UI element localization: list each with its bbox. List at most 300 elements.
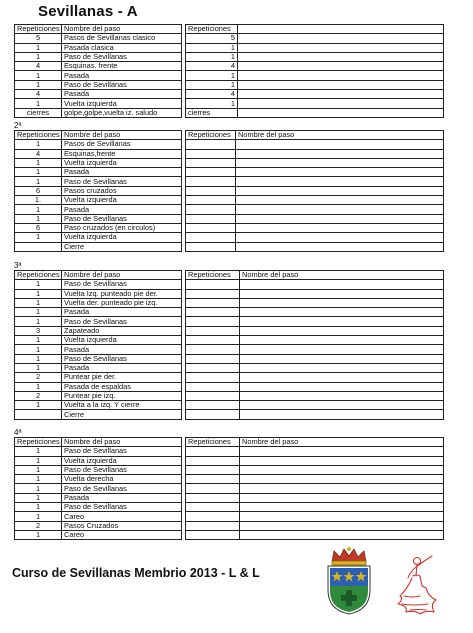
repetitions-cell bbox=[186, 177, 236, 186]
repetitions-cell bbox=[15, 242, 62, 251]
table-row bbox=[186, 298, 444, 307]
table-header-row bbox=[15, 271, 182, 280]
table-row bbox=[186, 90, 444, 99]
repetitions-cell bbox=[186, 456, 240, 465]
repetitions-cell: 1 bbox=[15, 168, 62, 177]
step-name-cell: Careo bbox=[62, 512, 182, 521]
table-row bbox=[15, 475, 182, 484]
table-row bbox=[15, 280, 182, 289]
repetitions-cell: 1 bbox=[186, 80, 238, 89]
header-repeticiones: Repeticiones bbox=[186, 438, 240, 447]
step-name-cell bbox=[240, 382, 444, 391]
step-name-cell: Paso de Sevillanas bbox=[62, 447, 182, 456]
step-name-cell: Pasada bbox=[62, 168, 182, 177]
step-name-cell bbox=[240, 391, 444, 400]
step-name-cell bbox=[236, 205, 444, 214]
table-row bbox=[15, 456, 182, 465]
step-name-cell: Pasos Cruzados bbox=[62, 521, 182, 530]
table-row bbox=[15, 493, 182, 502]
table-row bbox=[15, 447, 182, 456]
table-row bbox=[186, 326, 444, 335]
repetitions-cell bbox=[186, 363, 240, 372]
coat-of-arms-icon bbox=[322, 546, 376, 616]
repetitions-cell: 1 bbox=[15, 140, 62, 149]
step-name-cell bbox=[238, 62, 444, 71]
table-row bbox=[186, 363, 444, 372]
step-name-cell: Paso de Sevillanas bbox=[62, 52, 182, 61]
repetitions-cell: 1. bbox=[15, 196, 62, 205]
table-row bbox=[15, 326, 182, 335]
step-name-cell: Vuelta izquierda bbox=[62, 336, 182, 345]
step-name-cell: Paso de Sevillanas bbox=[62, 80, 182, 89]
header-nombre-del-paso: Nombre del paso bbox=[62, 131, 182, 140]
repetitions-cell bbox=[15, 410, 62, 419]
step-name-cell bbox=[240, 503, 444, 512]
repetitions-cell: 1 bbox=[15, 363, 62, 372]
repetitions-cell: 4 bbox=[186, 62, 238, 71]
repetitions-cell: 1 bbox=[186, 71, 238, 80]
steps-table bbox=[14, 437, 182, 540]
step-name-cell bbox=[240, 345, 444, 354]
table-row bbox=[15, 99, 182, 108]
repetitions-cell: 1 bbox=[15, 447, 62, 456]
repetitions-cell: 4 bbox=[186, 90, 238, 99]
table-row bbox=[15, 373, 182, 382]
step-name-cell bbox=[240, 512, 444, 521]
repetitions-cell: 1 bbox=[15, 289, 62, 298]
step-name-cell bbox=[236, 233, 444, 242]
table-row bbox=[186, 484, 444, 493]
table-row bbox=[186, 456, 444, 465]
step-name-cell bbox=[240, 475, 444, 484]
table-row bbox=[15, 242, 182, 251]
header-repeticiones: Repeticiones bbox=[15, 438, 62, 447]
table-row bbox=[186, 168, 444, 177]
step-name-cell bbox=[236, 196, 444, 205]
repetitions-cell bbox=[186, 345, 240, 354]
table-row bbox=[15, 336, 182, 345]
step-name-cell: Vuelta izquierda bbox=[62, 233, 182, 242]
header-repeticiones: Repeticiones bbox=[186, 271, 240, 280]
table-row bbox=[186, 503, 444, 512]
table-row bbox=[15, 345, 182, 354]
step-name-cell bbox=[238, 108, 444, 117]
step-name-cell bbox=[238, 99, 444, 108]
repetitions-cell bbox=[186, 354, 240, 363]
repetitions-cell bbox=[186, 521, 240, 530]
section-label: 4ª bbox=[14, 428, 22, 437]
repetitions-cell: 4 bbox=[15, 90, 62, 99]
step-name-cell bbox=[238, 43, 444, 52]
table-row bbox=[186, 196, 444, 205]
repetitions-cell bbox=[186, 289, 240, 298]
table-header-row bbox=[15, 438, 182, 447]
repetitions-cell: 1 bbox=[15, 214, 62, 223]
step-name-cell bbox=[240, 410, 444, 419]
notes-table bbox=[185, 130, 444, 252]
step-name-cell bbox=[240, 401, 444, 410]
repetitions-cell: 4 bbox=[15, 62, 62, 71]
repetitions-cell bbox=[186, 158, 236, 167]
step-name-cell bbox=[240, 530, 444, 539]
step-name-cell: Pasada bbox=[62, 345, 182, 354]
step-name-cell bbox=[236, 149, 444, 158]
steps-table bbox=[14, 24, 182, 118]
table-row bbox=[15, 90, 182, 99]
repetitions-cell: 1 bbox=[15, 512, 62, 521]
table-row bbox=[15, 410, 182, 419]
repetitions-cell bbox=[186, 447, 240, 456]
table-row bbox=[186, 512, 444, 521]
step-name-cell: Paso de Sevillanas bbox=[62, 465, 182, 474]
table-row bbox=[186, 373, 444, 382]
step-name-cell: Vuelta Izq. punteado pie der. bbox=[62, 289, 182, 298]
repetitions-cell bbox=[186, 223, 236, 232]
table-row bbox=[186, 280, 444, 289]
step-name-cell bbox=[238, 71, 444, 80]
table-row bbox=[186, 99, 444, 108]
table-row bbox=[186, 80, 444, 89]
step-name-cell: Esquinas,frente bbox=[62, 149, 182, 158]
table-row bbox=[186, 401, 444, 410]
step-name-cell: Vuelta izquierda bbox=[62, 99, 182, 108]
repetitions-cell: 1 bbox=[15, 382, 62, 391]
repetitions-cell: 1 bbox=[15, 205, 62, 214]
step-name-cell bbox=[238, 90, 444, 99]
repetitions-cell: 1 bbox=[15, 530, 62, 539]
repetitions-cell: 6 bbox=[15, 223, 62, 232]
table-row bbox=[186, 475, 444, 484]
table-header-row bbox=[186, 131, 444, 140]
repetitions-cell bbox=[186, 530, 240, 539]
step-name-cell bbox=[236, 140, 444, 149]
table-row bbox=[15, 512, 182, 521]
table-row bbox=[15, 177, 182, 186]
table-row bbox=[15, 196, 182, 205]
step-name-cell bbox=[240, 354, 444, 363]
repetitions-cell: 1 bbox=[15, 308, 62, 317]
table-header-row bbox=[186, 25, 444, 34]
step-name-cell bbox=[240, 308, 444, 317]
repetitions-cell: 4 bbox=[15, 149, 62, 158]
header-repeticiones: Repeticiones bbox=[15, 271, 62, 280]
step-name-cell bbox=[240, 298, 444, 307]
repetitions-cell: 1 bbox=[15, 336, 62, 345]
table-row bbox=[186, 345, 444, 354]
repetitions-cell: 1 bbox=[15, 52, 62, 61]
notes-table bbox=[185, 24, 444, 118]
table-row bbox=[15, 223, 182, 232]
table-row bbox=[15, 298, 182, 307]
table-row bbox=[15, 233, 182, 242]
step-name-cell bbox=[236, 214, 444, 223]
step-name-cell bbox=[236, 223, 444, 232]
table-row bbox=[15, 52, 182, 61]
step-name-cell bbox=[240, 363, 444, 372]
table-header-row bbox=[15, 25, 182, 34]
repetitions-cell bbox=[186, 298, 240, 307]
repetitions-cell: 1 bbox=[15, 456, 62, 465]
repetitions-cell bbox=[186, 140, 236, 149]
table-row bbox=[186, 177, 444, 186]
repetitions-cell bbox=[186, 242, 236, 251]
header-nombre-del-paso: Nombre del paso bbox=[62, 25, 182, 34]
table-row bbox=[15, 214, 182, 223]
step-name-cell: Paso cruzados (en circulos) bbox=[62, 223, 182, 232]
repetitions-cell bbox=[186, 475, 240, 484]
repetitions-cell: 1 bbox=[15, 493, 62, 502]
repetitions-cell bbox=[186, 484, 240, 493]
table-row bbox=[186, 493, 444, 502]
step-name-cell bbox=[240, 521, 444, 530]
repetitions-cell bbox=[186, 401, 240, 410]
repetitions-cell bbox=[186, 186, 236, 195]
table-row bbox=[15, 317, 182, 326]
repetitions-cell bbox=[186, 391, 240, 400]
repetitions-cell bbox=[186, 336, 240, 345]
repetitions-cell: 1 bbox=[15, 43, 62, 52]
header-nombre-del-paso: Nombre del paso bbox=[62, 271, 182, 280]
table-row bbox=[15, 43, 182, 52]
steps-table bbox=[14, 270, 182, 420]
step-name-cell bbox=[240, 456, 444, 465]
repetitions-cell bbox=[186, 326, 240, 335]
table-header-row bbox=[186, 271, 444, 280]
repetitions-cell: 1 bbox=[15, 354, 62, 363]
repetitions-cell: 1 bbox=[186, 43, 238, 52]
table-row bbox=[15, 382, 182, 391]
repetitions-cell: 1 bbox=[15, 71, 62, 80]
table-row bbox=[15, 80, 182, 89]
step-name-cell: Paso de Sevillanas bbox=[62, 503, 182, 512]
step-name-cell: Vuelta izquierda bbox=[62, 456, 182, 465]
repetitions-cell: 2 bbox=[15, 521, 62, 530]
step-name-cell: Puntear pie der. bbox=[62, 373, 182, 382]
step-name-cell: Puntear pie izq. bbox=[62, 391, 182, 400]
header-repeticiones: Repeticiones bbox=[15, 131, 62, 140]
step-name-cell: Paso de Sevillanas bbox=[62, 354, 182, 363]
repetitions-cell: 1 bbox=[15, 465, 62, 474]
table-row bbox=[186, 391, 444, 400]
table-row bbox=[186, 521, 444, 530]
step-name-cell: Pasada bbox=[62, 493, 182, 502]
table-row bbox=[15, 401, 182, 410]
step-name-cell bbox=[240, 280, 444, 289]
step-name-cell: Vuelta derecha bbox=[62, 475, 182, 484]
table-row bbox=[186, 62, 444, 71]
repetitions-cell: 1 bbox=[15, 475, 62, 484]
header-nombre-del-paso: Nombre del paso bbox=[236, 131, 444, 140]
table-row bbox=[186, 354, 444, 363]
step-name-cell: Paso de Sevillanas bbox=[62, 484, 182, 493]
table-row bbox=[15, 308, 182, 317]
header-repeticiones: Repeticiones bbox=[186, 131, 236, 140]
repetitions-cell bbox=[186, 308, 240, 317]
page-title: Sevillanas - A bbox=[38, 3, 138, 20]
repetitions-cell: cierres bbox=[186, 108, 238, 117]
repetitions-cell: 1 bbox=[15, 158, 62, 167]
step-name-cell bbox=[240, 447, 444, 456]
table-row bbox=[186, 214, 444, 223]
step-name-cell: Pasada bbox=[62, 308, 182, 317]
table-row bbox=[186, 308, 444, 317]
repetitions-cell: 6 bbox=[15, 186, 62, 195]
step-name-cell bbox=[240, 336, 444, 345]
repetitions-cell: 3 bbox=[15, 326, 62, 335]
step-name-cell bbox=[240, 373, 444, 382]
table-row bbox=[15, 465, 182, 474]
step-name-cell: Paso de Sevillanas bbox=[62, 317, 182, 326]
table-row bbox=[186, 52, 444, 61]
step-name-cell: Paso de Sevillanas bbox=[62, 177, 182, 186]
repetitions-cell: 1 bbox=[15, 99, 62, 108]
repetitions-cell bbox=[186, 149, 236, 158]
header-nombre-del-paso: Nombre del paso bbox=[62, 438, 182, 447]
repetitions-cell bbox=[186, 233, 236, 242]
repetitions-cell bbox=[186, 317, 240, 326]
table-row bbox=[15, 289, 182, 298]
repetitions-cell: 1 bbox=[15, 80, 62, 89]
step-name-cell bbox=[236, 186, 444, 195]
repetitions-cell: 1 bbox=[15, 317, 62, 326]
table-row bbox=[186, 43, 444, 52]
step-name-cell bbox=[240, 484, 444, 493]
repetitions-cell: cierres bbox=[15, 108, 62, 117]
step-name-cell: Pasada bbox=[62, 363, 182, 372]
repetitions-cell: 1 bbox=[15, 177, 62, 186]
step-name-cell bbox=[238, 80, 444, 89]
table-row bbox=[15, 363, 182, 372]
table-row bbox=[15, 140, 182, 149]
table-row bbox=[186, 186, 444, 195]
repetitions-cell bbox=[186, 280, 240, 289]
blank-header-cell bbox=[238, 25, 444, 34]
table-row bbox=[186, 158, 444, 167]
step-name-cell bbox=[236, 242, 444, 251]
repetitions-cell: 1 bbox=[15, 233, 62, 242]
repetitions-cell: 1 bbox=[186, 52, 238, 61]
table-row bbox=[15, 62, 182, 71]
step-name-cell bbox=[240, 465, 444, 474]
table-row bbox=[186, 410, 444, 419]
repetitions-cell: 5 bbox=[15, 34, 62, 43]
repetitions-cell bbox=[186, 493, 240, 502]
repetitions-cell bbox=[186, 214, 236, 223]
repetitions-cell: 1 bbox=[15, 503, 62, 512]
step-name-cell bbox=[240, 326, 444, 335]
step-name-cell bbox=[236, 177, 444, 186]
repetitions-cell bbox=[186, 205, 236, 214]
step-name-cell: Pasada bbox=[62, 90, 182, 99]
table-row bbox=[15, 34, 182, 43]
table-row bbox=[15, 521, 182, 530]
step-name-cell: Vuelta izquierda bbox=[62, 196, 182, 205]
table-row bbox=[15, 503, 182, 512]
repetitions-cell: 2 bbox=[15, 391, 62, 400]
repetitions-cell: 5 bbox=[186, 34, 238, 43]
table-row bbox=[15, 71, 182, 80]
section-label: 3ª bbox=[14, 261, 22, 270]
table-row bbox=[15, 108, 182, 117]
repetitions-cell: 1 bbox=[15, 401, 62, 410]
step-name-cell: Pasada clasica bbox=[62, 43, 182, 52]
header-nombre-del-paso: Nombre del paso bbox=[240, 271, 444, 280]
table-row bbox=[15, 484, 182, 493]
step-name-cell: Cierre bbox=[62, 242, 182, 251]
step-name-cell bbox=[236, 168, 444, 177]
step-name-cell: Paso de Sevillanas bbox=[62, 280, 182, 289]
notes-table bbox=[185, 270, 444, 420]
step-name-cell: Esquinas. frente bbox=[62, 62, 182, 71]
table-row bbox=[186, 447, 444, 456]
table-row bbox=[186, 465, 444, 474]
step-name-cell: Pasada bbox=[62, 71, 182, 80]
repetitions-cell bbox=[186, 512, 240, 521]
step-name-cell: Cierre bbox=[62, 410, 182, 419]
table-row bbox=[186, 140, 444, 149]
table-row bbox=[186, 71, 444, 80]
table-header-row bbox=[15, 131, 182, 140]
flamenco-dancer-icon bbox=[390, 552, 442, 618]
header-nombre-del-paso: Nombre del paso bbox=[240, 438, 444, 447]
step-name-cell: golpe,golpe,vuelta iz. saludo bbox=[62, 108, 182, 117]
table-row bbox=[15, 158, 182, 167]
table-row bbox=[15, 168, 182, 177]
header-repeticiones: Repeticiones bbox=[15, 25, 62, 34]
table-row bbox=[186, 34, 444, 43]
step-name-cell: Vuelta izquierda bbox=[62, 158, 182, 167]
table-row bbox=[15, 530, 182, 539]
footer-title: Curso de Sevillanas Membrio 2013 - L & L bbox=[12, 566, 260, 580]
step-name-cell bbox=[238, 34, 444, 43]
repetitions-cell bbox=[186, 373, 240, 382]
table-row bbox=[15, 186, 182, 195]
step-name-cell: Zapateado bbox=[62, 326, 182, 335]
step-name-cell: Pasos de Sevillanas bbox=[62, 140, 182, 149]
table-row bbox=[186, 336, 444, 345]
notes-table bbox=[185, 437, 444, 540]
table-row bbox=[186, 530, 444, 539]
repetitions-cell bbox=[186, 503, 240, 512]
step-name-cell: Pasos de Sevillanas clasico bbox=[62, 34, 182, 43]
step-name-cell bbox=[238, 52, 444, 61]
table-row bbox=[186, 233, 444, 242]
table-row bbox=[186, 242, 444, 251]
repetitions-cell bbox=[186, 168, 236, 177]
step-name-cell: Vuelta der. punteado pie izq. bbox=[62, 298, 182, 307]
steps-table bbox=[14, 130, 182, 252]
step-name-cell: Pasada bbox=[62, 205, 182, 214]
step-name-cell bbox=[240, 493, 444, 502]
table-row bbox=[186, 382, 444, 391]
table-row bbox=[15, 391, 182, 400]
step-name-cell: Pasada de espaldas bbox=[62, 382, 182, 391]
repetitions-cell bbox=[186, 465, 240, 474]
step-name-cell bbox=[236, 158, 444, 167]
repetitions-cell bbox=[186, 196, 236, 205]
table-row bbox=[186, 289, 444, 298]
repetitions-cell: 1 bbox=[15, 484, 62, 493]
step-name-cell: Pasos cruzados bbox=[62, 186, 182, 195]
step-name-cell bbox=[240, 289, 444, 298]
step-name-cell: Careo bbox=[62, 530, 182, 539]
repetitions-cell: 1 bbox=[15, 345, 62, 354]
repetitions-cell: 1 bbox=[15, 280, 62, 289]
table-row bbox=[186, 317, 444, 326]
table-row bbox=[186, 108, 444, 117]
table-row bbox=[15, 354, 182, 363]
table-row bbox=[186, 149, 444, 158]
